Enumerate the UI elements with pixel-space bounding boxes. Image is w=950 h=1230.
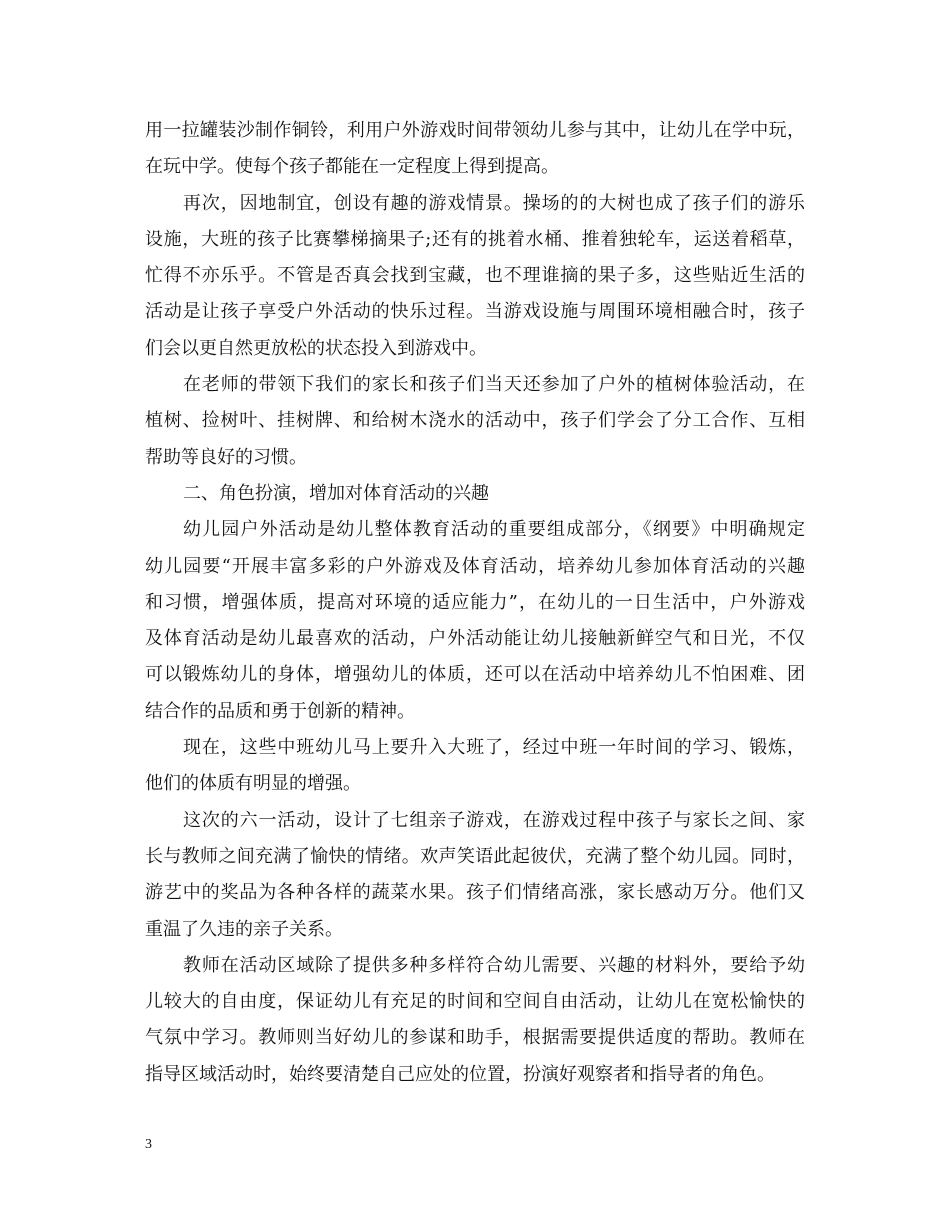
text-line: 幼儿园户外活动是幼儿整体教育活动的重要组成部分，《纲要》中明确规定 (183, 519, 805, 541)
text-line: 及体育活动是幼儿最喜欢的活动，户外活动能让幼儿接触新鲜空气和日光，不仅 (145, 628, 805, 650)
text-line: 设施，大班的孩子比赛攀梯摘果子;还有的挑着水桶、推着独轮车，运送着稻草， (145, 228, 805, 250)
text-line: 活动是让孩子享受户外活动的快乐过程。当游戏设施与周围环境相融合时，孩子 (145, 301, 805, 323)
document-body (145, 113, 805, 1093)
text-line: 重温了久违的亲子关系。 (145, 918, 343, 940)
text-line: 在老师的带领下我们的家长和孩子们当天还参加了户外的植树体验活动，在 (183, 374, 805, 396)
text-line: 游艺中的奖品为各种各样的蔬菜水果。孩子们情绪高涨，家长感动万分。他们又 (145, 882, 805, 904)
text-line: 儿较大的自由度，保证幼儿有充足的时间和空间自由活动，让幼儿在宽松愉快的 (145, 991, 805, 1013)
text-line: 再次，因地制宜，创设有趣的游戏情景。操场的的大树也成了孩子们的游乐 (183, 192, 805, 214)
text-line: 现在，这些中班幼儿马上要升入大班了，经过中班一年时间的学习、锻炼， (183, 737, 805, 759)
text-line: 植树、捡树叶、挂树牌、和给树木浇水的活动中，孩子们学会了分工合作、互相 (145, 410, 805, 432)
text-line: 结合作的品质和勇于创新的精神。 (145, 700, 415, 722)
text-line: 二、角色扮演，增加对体育活动的兴趣 (183, 482, 489, 504)
text-line: 这次的六一活动，设计了七组亲子游戏，在游戏过程中孩子与家长之间、家 (183, 809, 805, 831)
text-line: 幼儿园要“开展丰富多彩的户外游戏及体育活动，培养幼儿参加体育活动的兴趣 (145, 555, 805, 577)
text-line: 他们的体质有明显的增强。 (145, 773, 361, 795)
text-line: 和习惯，增强体质，提高对环境的适应能力”，在幼儿的一日生活中，户外游戏 (145, 591, 805, 613)
text-line: 可以锻炼幼儿的身体，增强幼儿的体质，还可以在活动中培养幼儿不怕困难、团 (145, 664, 805, 686)
text-line: 指导区域活动时，始终要清楚自己应处的位置，扮演好观察者和指导者的角色。 (145, 1063, 775, 1085)
text-line: 们会以更自然更放松的状态投入到游戏中。 (145, 337, 487, 359)
page-number: 3 (145, 1137, 152, 1152)
text-line: 长与教师之间充满了愉快的情绪。欢声笑语此起彼伏，充满了整个幼儿园。同时， (145, 845, 805, 867)
text-line: 教师在活动区域除了提供多种多样符合幼儿需要、兴趣的材料外，要给予幼 (183, 954, 805, 976)
text-line: 在玩中学。使每个孩子都能在一定程度上得到提高。 (145, 156, 559, 178)
text-line: 忙得不亦乐乎。不管是否真会找到宝藏，也不理谁摘的果子多，这些贴近生活的 (145, 265, 805, 287)
text-line: 用一拉罐装沙制作铜铃，利用户外游戏时间带领幼儿参与其中，让幼儿在学中玩， (145, 120, 805, 141)
text-line: 气氛中学习。教师则当好幼儿的参谋和助手，根据需要提供适度的帮助。教师在 (145, 1027, 805, 1049)
text-line: 帮助等良好的习惯。 (145, 446, 307, 468)
